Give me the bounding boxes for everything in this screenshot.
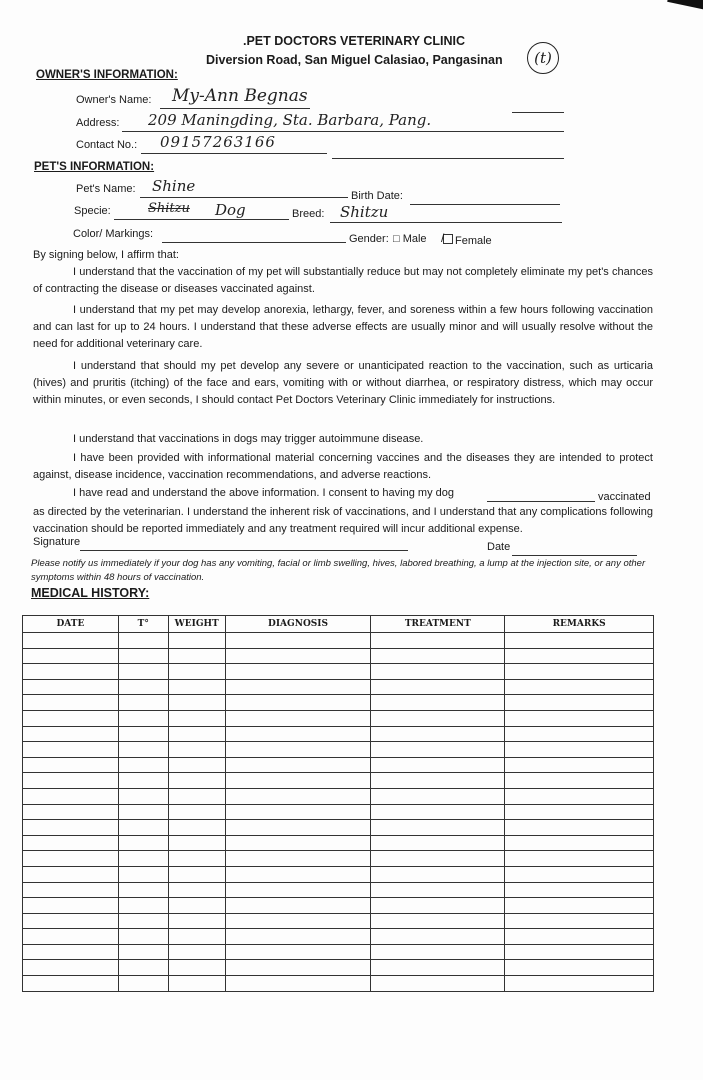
cell-date[interactable] [23,898,119,914]
cell-remarks[interactable] [505,695,654,711]
address-line [122,131,564,132]
specie-struck-value: Shitzu [148,201,190,216]
cell-weight[interactable] [168,710,225,726]
cell-temperature[interactable] [118,788,168,804]
cell-date[interactable] [23,664,119,680]
cell-date[interactable] [23,726,119,742]
cell-weight[interactable] [168,944,225,960]
address-value[interactable]: 209 Maningding, Sta. Barbara, Pang. [148,111,432,129]
table-row [23,820,654,836]
address-label: Address: [76,117,120,129]
cell-treatment[interactable] [371,820,505,836]
birth-date-line [410,204,560,205]
cell-remarks[interactable] [505,851,654,867]
table-row [23,835,654,851]
contact-value[interactable]: 09157263166 [160,133,276,151]
medical-history-body [23,633,654,992]
cell-date[interactable] [23,773,119,789]
cell-diagnosis[interactable] [225,976,371,992]
gender-female-label: Female [455,235,492,247]
cell-temperature[interactable] [118,929,168,945]
cell-treatment[interactable] [371,695,505,711]
birth-date-label: Birth Date: [351,190,403,202]
color-line [162,242,346,243]
cell-weight[interactable] [168,664,225,680]
date-line[interactable] [512,555,637,556]
cell-diagnosis[interactable] [225,804,371,820]
cell-date[interactable] [23,929,119,945]
cell-weight[interactable] [168,929,225,945]
owner-name-line [160,108,310,109]
cell-treatment[interactable] [371,773,505,789]
cell-weight[interactable] [168,633,225,649]
cell-diagnosis[interactable] [225,695,371,711]
scan-corner-mark [667,0,703,10]
cell-date[interactable] [23,913,119,929]
cell-diagnosis[interactable] [225,913,371,929]
owner-name-label: Owner's Name: [76,94,152,106]
cell-remarks[interactable] [505,679,654,695]
consent-paragraph-4: I understand that vaccinations in dogs may trigger autoimmune disease. [73,433,424,445]
cell-remarks[interactable] [505,664,654,680]
specie-label: Specie: [74,205,111,217]
cell-diagnosis[interactable] [225,835,371,851]
clinic-name: .PET DOCTORS VETERINARY CLINIC [243,34,466,48]
table-header-row [23,616,654,633]
cell-diagnosis[interactable] [225,788,371,804]
consent-paragraph-6-rest: as directed by the veterinarian. I understand the inherent risk of vaccinations, and I understand that any complications following vaccination should be reported immediately and any treatment required will incur additional expense. [33,506,653,535]
table-row [23,851,654,867]
cell-date[interactable] [23,835,119,851]
dog-vaccine-line[interactable] [487,501,595,502]
gender-label: Gender: [349,233,389,245]
cell-temperature[interactable] [118,757,168,773]
cell-treatment[interactable] [371,710,505,726]
cell-treatment[interactable] [371,742,505,758]
cell-remarks[interactable] [505,648,654,664]
cell-weight[interactable] [168,788,225,804]
cell-remarks[interactable] [505,866,654,882]
cell-weight[interactable] [168,648,225,664]
cell-treatment[interactable] [371,866,505,882]
cell-remarks[interactable] [505,960,654,976]
cell-remarks[interactable] [505,820,654,836]
table-row [23,742,654,758]
breed-line [330,222,562,223]
cell-temperature[interactable] [118,960,168,976]
owner-name-value[interactable]: My-Ann Begnas [172,86,308,106]
table-row [23,913,654,929]
table-row [23,757,654,773]
cell-temperature[interactable] [118,633,168,649]
cell-treatment[interactable] [371,929,505,945]
consent-paragraph-1: I understand that the vaccination of my pet will substantially reduce but may not completely eliminate my pet's chances of contracting the disease or diseases vaccinated against. [33,266,653,295]
cell-treatment[interactable] [371,835,505,851]
cell-diagnosis[interactable] [225,757,371,773]
cell-date[interactable] [23,633,119,649]
cell-treatment[interactable] [371,757,505,773]
cell-date[interactable] [23,820,119,836]
column-header-diagnosis: DIAGNOSIS [225,616,371,633]
consent-paragraph-6-start: I have read and understand the above information. I consent to having my dog [73,487,454,499]
cell-temperature[interactable] [118,820,168,836]
breed-label: Breed: [292,208,325,220]
cell-weight[interactable] [168,976,225,992]
cell-temperature[interactable] [118,835,168,851]
table-row [23,929,654,945]
cell-diagnosis[interactable] [225,898,371,914]
cell-diagnosis[interactable] [225,710,371,726]
table-row [23,788,654,804]
cell-treatment[interactable] [371,788,505,804]
cell-remarks[interactable] [505,929,654,945]
cell-weight[interactable] [168,898,225,914]
contact-extra-line [332,158,564,159]
cell-treatment[interactable] [371,851,505,867]
cell-treatment[interactable] [371,882,505,898]
cell-remarks[interactable] [505,976,654,992]
cell-diagnosis[interactable] [225,866,371,882]
table-row [23,866,654,882]
cell-temperature[interactable] [118,944,168,960]
cell-temperature[interactable] [118,664,168,680]
cell-date[interactable] [23,648,119,664]
cell-temperature[interactable] [118,648,168,664]
cell-remarks[interactable] [505,913,654,929]
table-row [23,695,654,711]
date-label: Date [487,541,511,553]
symptom-notice: Please notify us immediately if your dog has any vomiting, facial or limb swelling, hives, labored breathing, a lump at the injection site, or any other symptoms within 48 hours of vaccination. [31,558,646,583]
owner-section-title: OWNER'S INFORMATION: [36,69,178,81]
cell-weight[interactable] [168,913,225,929]
cell-remarks[interactable] [505,788,654,804]
consent-vaccinated-word: vaccinated [598,491,651,503]
pet-name-line [140,197,348,198]
cell-remarks[interactable] [505,944,654,960]
pet-section-title: PET'S INFORMATION: [34,161,155,173]
cell-date[interactable] [23,695,119,711]
cell-diagnosis[interactable] [225,960,371,976]
cell-remarks[interactable] [505,835,654,851]
column-header-temperature: T° [118,616,168,633]
circled-mark-text: (t) [534,49,552,67]
cell-weight[interactable] [168,679,225,695]
cell-remarks[interactable] [505,898,654,914]
cell-treatment[interactable] [371,679,505,695]
cell-diagnosis[interactable] [225,773,371,789]
column-header-treatment: TREATMENT [371,616,505,633]
cell-weight[interactable] [168,960,225,976]
medical-history-table [22,615,654,992]
cell-date[interactable] [23,710,119,726]
cell-date[interactable] [23,679,119,695]
table-row [23,882,654,898]
gender-female-option[interactable] [441,231,492,247]
cell-weight[interactable] [168,726,225,742]
cell-temperature[interactable] [118,742,168,758]
column-header-remarks: REMARKS [505,616,654,633]
cell-diagnosis[interactable] [225,882,371,898]
table-row [23,898,654,914]
cell-date[interactable] [23,944,119,960]
cell-treatment[interactable] [371,960,505,976]
color-label: Color/ Markings: [73,228,154,240]
cell-treatment[interactable] [371,804,505,820]
table-row [23,664,654,680]
consent-paragraph-3: I understand that should my pet develop any severe or unanticipated reaction to the vaccination, such as urticaria (hives) and pruritis (itching) of the face and ears, vomiting with or without diarrhea, or respiratory distress, which may occur within minutes, or even seconds, I should contact Pet Doctors Veterinary Clinic immediately for instructions. [33,360,653,406]
cell-diagnosis[interactable] [225,742,371,758]
column-header-weight: WEIGHT [168,616,225,633]
female-checkbox[interactable]: / [443,234,453,244]
cell-temperature[interactable] [118,866,168,882]
cell-temperature[interactable] [118,679,168,695]
cell-remarks[interactable] [505,726,654,742]
table-row [23,633,654,649]
cell-diagnosis[interactable] [225,648,371,664]
cell-temperature[interactable] [118,898,168,914]
cell-treatment[interactable] [371,648,505,664]
circled-mark [527,42,559,74]
cell-diagnosis[interactable] [225,944,371,960]
cell-temperature[interactable] [118,804,168,820]
cell-temperature[interactable] [118,882,168,898]
table-row [23,648,654,664]
breed-value[interactable]: Shitzu [340,203,389,221]
gender-male-option[interactable]: □ Male [393,233,427,245]
cell-treatment[interactable] [371,913,505,929]
cell-remarks[interactable] [505,742,654,758]
table-row [23,726,654,742]
cell-date[interactable] [23,788,119,804]
cell-weight[interactable] [168,851,225,867]
column-header-date: DATE [23,616,119,633]
cell-date[interactable] [23,757,119,773]
cell-remarks[interactable] [505,882,654,898]
pet-name-value[interactable]: Shine [152,177,196,195]
cell-weight[interactable] [168,882,225,898]
cell-diagnosis[interactable] [225,929,371,945]
cell-diagnosis[interactable] [225,726,371,742]
cell-weight[interactable] [168,820,225,836]
cell-treatment[interactable] [371,726,505,742]
cell-weight[interactable] [168,695,225,711]
specie-value[interactable]: Dog [215,201,246,219]
cell-remarks[interactable] [505,710,654,726]
cell-temperature[interactable] [118,913,168,929]
cell-date[interactable] [23,882,119,898]
cell-treatment[interactable] [371,944,505,960]
cell-date[interactable] [23,960,119,976]
consent-paragraph-5: I have been provided with informational material concerning vaccines and the diseases they are intended to protect against, disease incidence, vaccination recommendations, and adverse reactions. [33,452,653,481]
cell-date[interactable] [23,976,119,992]
cell-diagnosis[interactable] [225,679,371,695]
cell-weight[interactable] [168,757,225,773]
cell-weight[interactable] [168,835,225,851]
cell-treatment[interactable] [371,664,505,680]
cell-weight[interactable] [168,866,225,882]
cell-remarks[interactable] [505,757,654,773]
cell-date[interactable] [23,866,119,882]
cell-diagnosis[interactable] [225,633,371,649]
cell-weight[interactable] [168,742,225,758]
contact-line [141,153,327,154]
cell-temperature[interactable] [118,773,168,789]
medical-history-title: MEDICAL HISTORY: [31,586,150,600]
contact-label: Contact No.: [76,139,138,151]
cell-date[interactable] [23,851,119,867]
cell-treatment[interactable] [371,976,505,992]
cell-temperature[interactable] [118,710,168,726]
cell-temperature[interactable] [118,976,168,992]
cell-remarks[interactable] [505,773,654,789]
table-row [23,804,654,820]
table-row [23,976,654,992]
cell-remarks[interactable] [505,804,654,820]
table-row [23,773,654,789]
cell-remarks[interactable] [505,633,654,649]
consent-intro: By signing below, I affirm that: [33,249,179,261]
cell-weight[interactable] [168,804,225,820]
table-row [23,944,654,960]
cell-temperature[interactable] [118,851,168,867]
table-row [23,710,654,726]
signature-label: Signature [33,536,81,548]
owner-name-extra-line [512,112,564,113]
table-row [23,679,654,695]
table-row [23,960,654,976]
cell-temperature[interactable] [118,726,168,742]
cell-diagnosis[interactable] [225,664,371,680]
cell-date[interactable] [23,742,119,758]
cell-diagnosis[interactable] [225,851,371,867]
cell-treatment[interactable] [371,633,505,649]
pet-name-label: Pet's Name: [76,183,136,195]
signature-line[interactable] [80,550,408,551]
cell-diagnosis[interactable] [225,820,371,836]
specie-line [114,219,289,220]
consent-paragraph-2: I understand that my pet may develop anorexia, lethargy, fever, and soreness within a few hours following vaccination and can last for up to 24 hours. I understand that these adverse effects are usually minor and will usually resolve without the need for additional veterinary care. [33,304,653,350]
cell-temperature[interactable] [118,695,168,711]
cell-treatment[interactable] [371,898,505,914]
cell-date[interactable] [23,804,119,820]
clinic-address: Diversion Road, San Miguel Calasiao, Pangasinan [206,53,503,67]
cell-weight[interactable] [168,773,225,789]
